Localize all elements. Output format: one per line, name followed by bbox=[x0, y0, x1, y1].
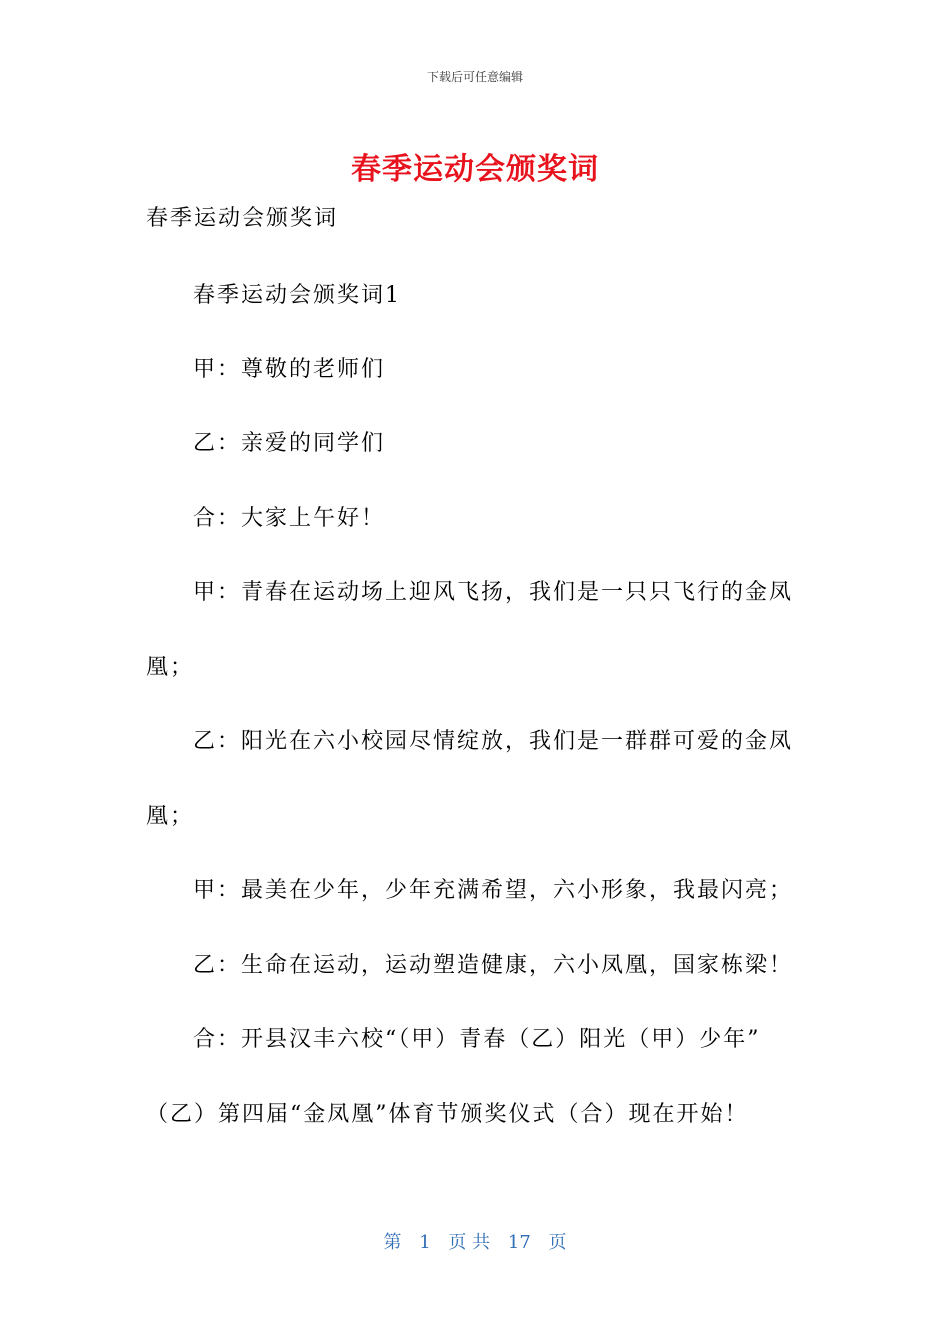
body-line: 乙：生命在运动，运动塑造健康，六小凤凰，国家栋梁！ bbox=[193, 953, 794, 978]
footer-page-number: 1 bbox=[419, 1232, 431, 1253]
footer-middle: 页 共 bbox=[448, 1232, 491, 1253]
body-line: 乙：亲爱的同学们 bbox=[193, 431, 386, 456]
footer-prefix: 第 bbox=[383, 1232, 402, 1253]
page-footer bbox=[0, 1228, 950, 1254]
body-line-section-heading: 春季运动会颁奖词1 bbox=[193, 283, 401, 308]
body-line: 甲：青春在运动场上迎风飞扬，我们是一只只飞行的金凤 bbox=[193, 580, 794, 605]
footer-suffix: 页 bbox=[548, 1232, 567, 1253]
document-title: 春季运动会颁奖词 bbox=[351, 152, 599, 187]
body-line: 甲：尊敬的老师们 bbox=[193, 357, 386, 382]
body-line: 合：大家上午好！ bbox=[193, 506, 386, 531]
body-line: 甲：最美在少年，少年充满希望，六小形象，我最闪亮； bbox=[193, 878, 794, 903]
header-note: 下载后可任意编辑 bbox=[426, 70, 523, 84]
body-line-continuation: （乙）第四届“金凤凰”体育节颁奖仪式（合）现在开始！ bbox=[146, 1102, 749, 1127]
body-line-continuation: 凰； bbox=[146, 655, 195, 680]
body-line-subtitle: 春季运动会颁奖词 bbox=[146, 206, 339, 231]
body-line-continuation: 凰； bbox=[146, 804, 195, 829]
footer-total-pages: 17 bbox=[507, 1232, 531, 1253]
body-line: 乙：阳光在六小校园尽情绽放，我们是一群群可爱的金凤 bbox=[193, 729, 794, 754]
body-line: 合：开县汉丰六校“（甲）青春（乙）阳光（甲）少年” bbox=[193, 1027, 761, 1052]
